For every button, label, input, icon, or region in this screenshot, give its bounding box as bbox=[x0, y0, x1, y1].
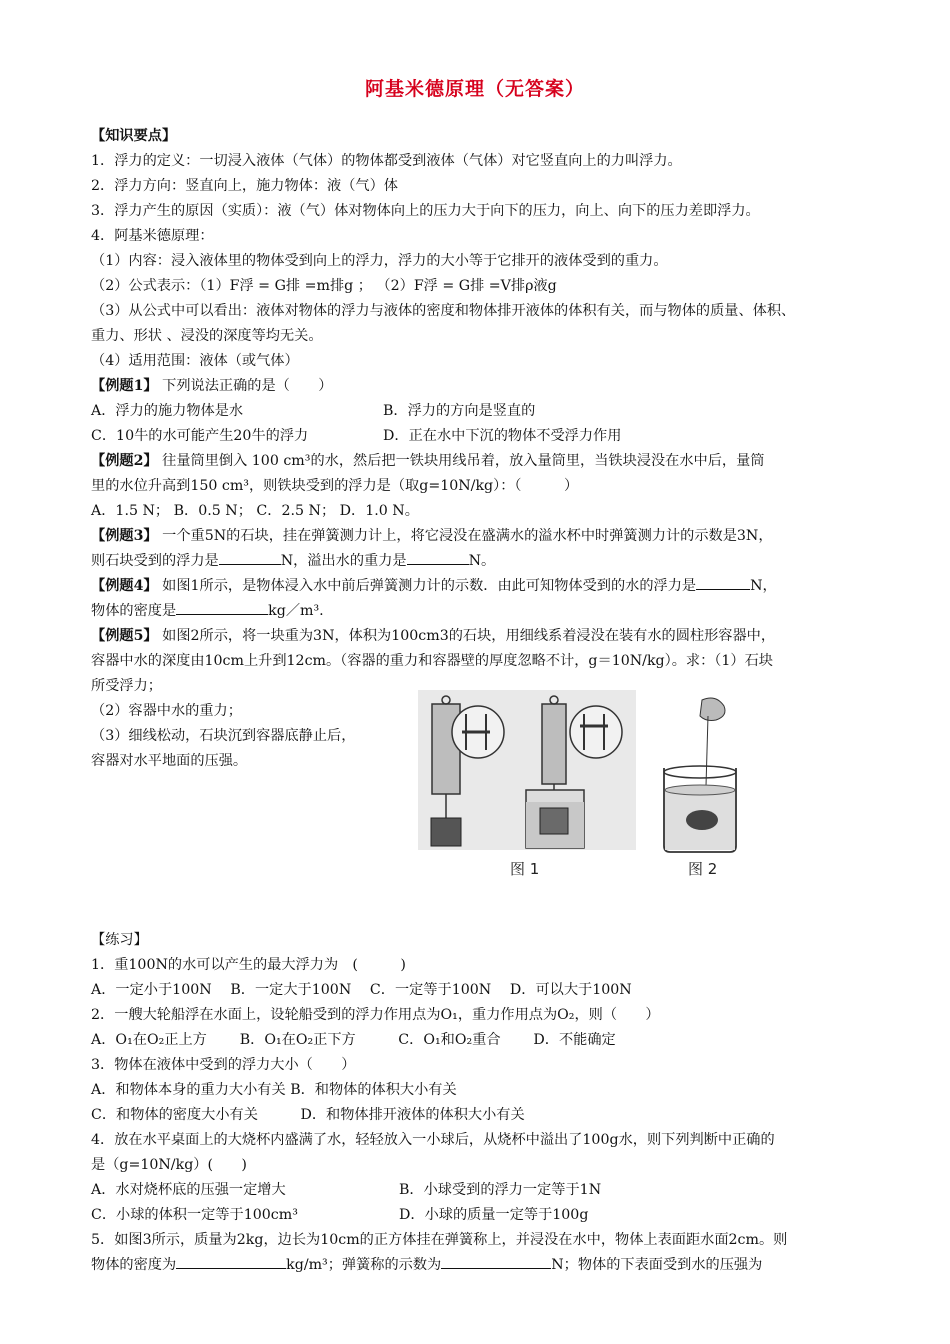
practice-heading: 【练习】 bbox=[91, 932, 148, 948]
example-3-label: 【例题3】 bbox=[91, 528, 158, 544]
example-4-question bbox=[91, 574, 777, 598]
beaker-figure-2 bbox=[664, 698, 736, 852]
example-4-text-1a: 如图1所示，是物体浸入水中前后弹簧测力计的示数．由此可知物体受到的水的浮力是 bbox=[157, 578, 697, 594]
knowledge-p4: 4．阿基米德原理： bbox=[91, 228, 214, 244]
figures-panel bbox=[418, 690, 738, 888]
practice-q3-options-ab: A．和物体本身的重力大小有关 B．和物体的体积大小有关 bbox=[91, 1082, 457, 1098]
practice-q1-options: A．一定小于100N B．一定大于100N C．一定等于100N D．可以大于100N bbox=[91, 982, 632, 998]
figure-2-caption: 图 2 bbox=[688, 860, 718, 878]
knowledge-p4-3b: 重力、形状 、浸没的深度等均无关。 bbox=[91, 328, 323, 344]
example-5-text-3: 所受浮力； bbox=[91, 678, 162, 694]
example-1-option-a: A．浮力的施力物体是水 bbox=[91, 403, 244, 419]
document-title: 阿基米德原理（无答案） bbox=[364, 78, 585, 100]
example-4-label: 【例题4】 bbox=[91, 578, 158, 594]
answer-blank[interactable] bbox=[407, 550, 469, 565]
example-4-text-2b: kg／m³. bbox=[268, 603, 324, 619]
practice-q5-line-2 bbox=[91, 1253, 762, 1277]
example-3-text-1: 一个重5N的石块，挂在弹簧测力计上，将它浸没在盛满水的溢水杯中时弹簧测力计的示数是3N， bbox=[157, 528, 773, 544]
example-4-text-2a: 物体的密度是 bbox=[91, 603, 177, 619]
answer-blank[interactable] bbox=[696, 575, 750, 590]
example-3-question bbox=[91, 524, 773, 548]
stone bbox=[686, 810, 718, 830]
answer-blank[interactable] bbox=[176, 1254, 286, 1269]
knowledge-p4-1: （1）内容：浸入液体里的物体受到向上的浮力，浮力的大小等于它排开的液体受到的重力。 bbox=[91, 253, 668, 269]
example-3-line-2 bbox=[91, 549, 495, 573]
answer-blank[interactable] bbox=[176, 600, 268, 615]
example-3-text-2c: N。 bbox=[468, 553, 496, 569]
knowledge-heading: 【知识要点】 bbox=[91, 128, 177, 144]
hand bbox=[700, 698, 725, 721]
answer-blank[interactable] bbox=[441, 1254, 551, 1269]
practice-q2-options: A．O₁在O₂正上方 B．O₁在O₂正下方 C．O₁和O₂重合 D．不能确定 bbox=[91, 1032, 616, 1048]
example-1-option-c: C．10牛的水可能产生20牛的浮力 bbox=[91, 428, 309, 444]
example-1-label: 【例题1】 bbox=[91, 378, 158, 394]
knowledge-p4-2: （2）公式表示：（1）F浮 = G排 =m排g ； （2）F浮 = G排 =V排ρ液g bbox=[91, 278, 557, 294]
practice-q4-option-a: A．水对烧杯底的压强一定增大 bbox=[91, 1182, 286, 1198]
example-1-option-d: D．正在水中下沉的物体不受浮力作用 bbox=[383, 428, 622, 444]
knowledge-p4-3a: （3）从公式中可以看出：液体对物体的浮力与液体的密度和物体排开液体的体积有关，而与物体的质量、体积、 bbox=[91, 303, 796, 319]
example-5-text-1: 如图2所示，将一块重为3N，体积为100cm3的石块，用细线系着浸没在装有水的圆柱形容器中， bbox=[157, 628, 776, 644]
example-5-text-5: （3）细线松动，石块沉到容器底静止后， bbox=[91, 728, 356, 744]
example-2-text-2: 里的水位升高到150 cm³，则铁块受到的浮力是（取g=10N/kg）：（ ） bbox=[91, 478, 579, 494]
practice-q5-text-2b: kg/m³；弹簧称的示数为 bbox=[286, 1257, 442, 1273]
figure-1-caption: 图 1 bbox=[510, 860, 540, 878]
example-5-question bbox=[91, 624, 775, 648]
example-5-label: 【例题5】 bbox=[91, 628, 158, 644]
practice-q5-line-1: 5．如图3所示，质量为2kg，边长为10cm的正方体挂在弹簧称上，并浸没在水中，物体上表面距水面2cm。则 bbox=[91, 1232, 788, 1248]
example-5-text-6: 容器对水平地面的压强。 bbox=[91, 753, 248, 769]
example-3-text-2a: 则石块受到的浮力是 bbox=[91, 553, 219, 569]
practice-q4-option-b: B．小球受到的浮力一定等于1N bbox=[399, 1182, 602, 1198]
example-4-text-1b: N， bbox=[750, 578, 777, 594]
example-1-question bbox=[91, 374, 332, 398]
practice-q4-option-c: C．小球的体积一定等于100cm³ bbox=[91, 1207, 298, 1223]
knowledge-p3: 3．浮力产生的原因（实质）：液（气）体对物体向上的压力大于向下的压力，向上、向下的压力差即浮力。 bbox=[91, 203, 760, 219]
magnifier-right bbox=[570, 706, 622, 758]
practice-q4-line-2: 是（g=10N/kg）( ) bbox=[91, 1157, 247, 1173]
knowledge-p2: 2．浮力方向：竖直向上，施力物体：液（气）体 bbox=[91, 178, 398, 194]
knowledge-p4-4: （4）适用范围：液体（或气体） bbox=[91, 353, 299, 369]
practice-q4-line-1: 4．放在水平桌面上的大烧杯内盛满了水，轻轻放入一小球后，从烧杯中溢出了100g水，则下列判断中正确的 bbox=[91, 1132, 775, 1148]
practice-q3: 3．物体在液体中受到的浮力大小（ ） bbox=[91, 1057, 356, 1073]
example-1-option-b: B．浮力的方向是竖直的 bbox=[383, 403, 536, 419]
practice-q5-text-2a: 物体的密度为 bbox=[91, 1257, 177, 1273]
practice-q5-text-2c: N；物体的下表面受到水的压强为 bbox=[551, 1257, 763, 1273]
example-1-text: 下列说法正确的是（ ） bbox=[157, 378, 333, 394]
practice-q3-options-cd: C．和物体的密度大小有关 D．和物体排开液体的体积大小有关 bbox=[91, 1107, 525, 1123]
practice-q1: 1．重100N的水可以产生的最大浮力为 ( ) bbox=[91, 957, 406, 973]
example-4-line-2 bbox=[91, 599, 324, 623]
example-2-label: 【例题2】 bbox=[91, 453, 158, 469]
example-2-question bbox=[91, 449, 764, 473]
example-5-text-4: （2）容器中水的重力； bbox=[91, 703, 242, 719]
example-3-text-2b: N，溢出水的重力是 bbox=[280, 553, 407, 569]
example-5-text-2: 容器中水的深度由10cm上升到12cm。（容器的重力和容器壁的厚度忽略不计，g＝10N/kg）。求：（1）石块 bbox=[91, 653, 773, 669]
knowledge-p1: 1．浮力的定义：一切浸入液体（气体）的物体都受到液体（气体）对它竖直向上的力叫浮力。 bbox=[91, 153, 682, 169]
example-2-options: A．1.5 N； B．0.5 N； C．2.5 N； D．1.0 N。 bbox=[91, 503, 419, 519]
practice-q2: 2．一艘大轮船浮在水面上，设轮船受到的浮力作用点为O₁，重力作用点为O₂，则（ ） bbox=[91, 1007, 660, 1023]
answer-blank[interactable] bbox=[219, 550, 281, 565]
example-2-text-1: 往量筒里倒入 100 cm³的水，然后把一铁块用线吊着，放入量筒里，当铁块浸没在水中后，量筒 bbox=[157, 453, 765, 469]
practice-q4-option-d: D．小球的质量一定等于100g bbox=[399, 1207, 589, 1223]
